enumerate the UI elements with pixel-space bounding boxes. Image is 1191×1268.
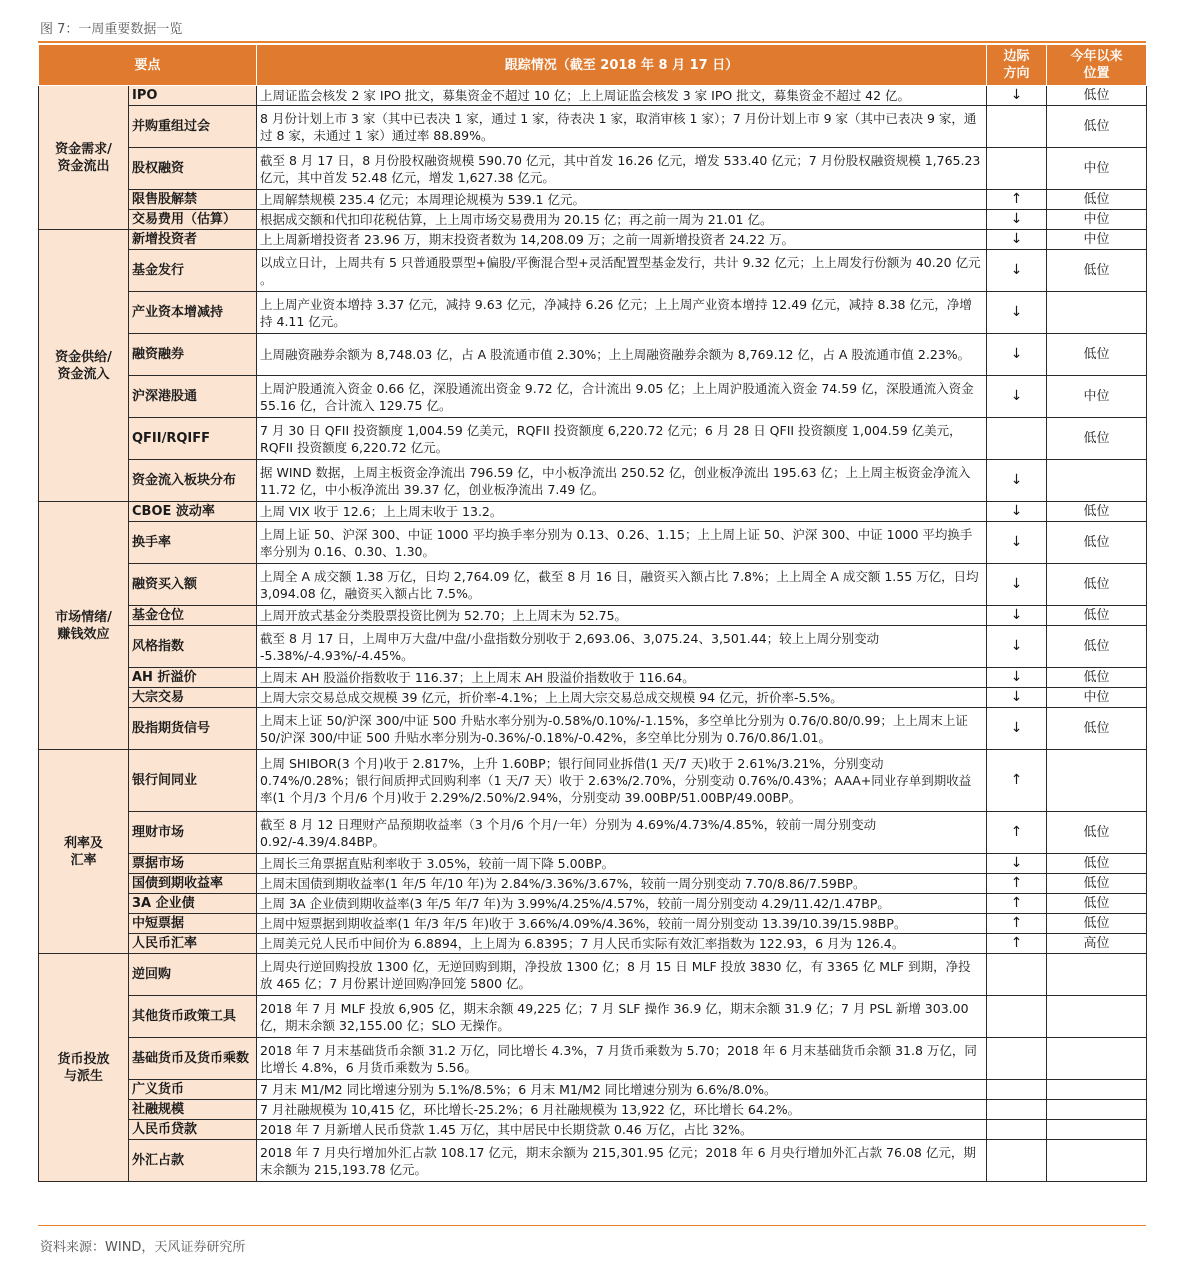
direction-cell: ↑ [987,914,1047,934]
direction-cell [987,418,1047,460]
position-cell: 中位 [1047,210,1147,230]
table-row [39,564,1147,606]
table-row [39,996,1147,1038]
category-cell [39,86,129,230]
position-cell: 低位 [1047,334,1147,376]
item-cell: 沪深港股通 [129,376,257,418]
table-row [39,292,1147,334]
table-row [39,334,1147,376]
category-cell [39,230,129,502]
description-cell: 7 月 30 日 QFII 投资额度 1,004.59 亿美元，RQFII 投资额度 6,220.72 亿元；6 月 28 日 QFII 投资额度 1,004.59 亿美元，RQFII 投资额度 6,220.72 亿元。 [257,418,987,460]
table-row [39,86,1147,106]
item-cell: 融资融券 [129,334,257,376]
description-cell: 根据成交额和代扣印花税估算，上上周市场交易费用为 20.15 亿；再之前一周为 21.01 亿。 [257,210,987,230]
direction-cell [987,1120,1047,1140]
position-cell: 低位 [1047,708,1147,750]
data-table [38,44,1147,1182]
direction-cell: ↑ [987,894,1047,914]
header-row [39,45,1147,86]
direction-cell: ↓ [987,334,1047,376]
description-cell: 上周上证 50、沪深 300、中证 1000 平均换手率分别为 0.13、0.26、1.15；上上周上证 50、沪深 300、中证 1000 平均换手率分别为 0.16、0.30、1.30。 [257,522,987,564]
direction-cell: ↑ [987,812,1047,854]
header-position-text: 今年以来位置 [1070,49,1123,81]
table-row [39,750,1147,812]
position-cell: 低位 [1047,626,1147,668]
position-cell: 低位 [1047,854,1147,874]
direction-cell [987,106,1047,148]
item-cell: 大宗交易 [129,688,257,708]
table-row [39,1120,1147,1140]
position-cell: 低位 [1047,668,1147,688]
item-cell: 逆回购 [129,954,257,996]
description-cell: 上周 SHIBOR(3 个月)收于 2.817%，上升 1.60BP；银行间同业拆借(1 天/7 天)收于 2.61%/3.21%，分别变动 0.74%/0.28%；银行间质押式回购利率（1 天/7 天）收于 2.63%/2.70%，分别变动 0.76%/0.43%；AAA+同业存单到期收益率(1 个月/3 个月/6 个月)收于 2.29%/2.50%/2.94%，分别变动 39.00BP/51.00BP/49.00BP。 [257,750,987,812]
direction-cell: ↓ [987,376,1047,418]
table-row [39,210,1147,230]
direction-cell: ↓ [987,86,1047,106]
category-label: 利率及汇率 [64,835,104,868]
description-cell: 以成立日计，上周共有 5 只普通股票型+偏股/平衡混合型+灵活配置型基金发行，共计 9.32 亿元；上上周发行份额为 40.20 亿元 。 [257,250,987,292]
description-cell: 上周美元兑人民币中间价为 6.8894，上上周为 6.8395；7 月人民币实际有效汇率指数为 122.93，6 月为 126.4。 [257,934,987,954]
item-cell: 产业资本增减持 [129,292,257,334]
item-cell: 基金仓位 [129,606,257,626]
category-cell [39,954,129,1182]
item-cell: 广义货币 [129,1080,257,1100]
position-cell: 中位 [1047,230,1147,250]
description-cell: 7 月末 M1/M2 同比增速分别为 5.1%/8.5%；6 月末 M1/M2 同比增速分别为 6.6%/8.0%。 [257,1080,987,1100]
description-cell: 上上周产业资本增持 3.37 亿元，减持 9.63 亿元，净减持 6.26 亿元；上上周产业资本增持 12.49 亿元，减持 8.38 亿元，净增持 4.11 亿元。 [257,292,987,334]
header-direction-text: 边际方向 [1003,49,1030,81]
item-cell: 3A 企业债 [129,894,257,914]
item-cell: 并购重组过会 [129,106,257,148]
description-cell: 上周末上证 50/沪深 300/中证 500 升贴水率分别为-0.58%/0.10%/-1.15%，多空单比分别为 0.76/0.80/0.99；上上周末上证 50/沪深 300/中证 500 升贴水率分别为-0.36%/-0.18%/-0.42%，多空单比分别为 0.76/0.86/1.01。 [257,708,987,750]
item-cell: CBOE 波动率 [129,502,257,522]
description-cell: 上周末国债到期收益率(1 年/5 年/10 年)为 2.84%/3.36%/3.67%，较前一周分别变动 7.70/8.86/7.59BP。 [257,874,987,894]
item-cell: AH 折溢价 [129,668,257,688]
position-cell [1047,292,1147,334]
position-cell [1047,996,1147,1038]
item-cell: 新增投资者 [129,230,257,250]
description-cell: 上上周新增投资者 23.96 万，期末投资者数为 14,208.09 万；之前一周新增投资者 24.22 万。 [257,230,987,250]
item-cell: 基础货币及货币乘数 [129,1038,257,1080]
item-cell: 股权融资 [129,148,257,190]
table-row [39,418,1147,460]
table-row [39,230,1147,250]
direction-cell: ↓ [987,854,1047,874]
item-cell: 国债到期收益率 [129,874,257,894]
position-cell: 低位 [1047,914,1147,934]
description-cell: 上周全 A 成交额 1.38 万亿，日均 2,764.09 亿，截至 8 月 16 日，融资买入额占比 7.8%；上上周全 A 成交额 1.55 万亿，日均 3,094.08 亿，融资买入额占比 7.5%。 [257,564,987,606]
table-row [39,148,1147,190]
description-cell: 上周大宗交易总成交规模 39 亿元，折价率-4.1%；上上周大宗交易总成交规模 94 亿元，折价率-5.5%。 [257,688,987,708]
item-cell: 基金发行 [129,250,257,292]
description-cell: 上周 VIX 收于 12.6；上上周末收于 13.2。 [257,502,987,522]
table-row [39,606,1147,626]
position-cell: 低位 [1047,86,1147,106]
direction-cell [987,1038,1047,1080]
item-cell: 银行间同业 [129,750,257,812]
category-label: 货币投放与派生 [57,1051,110,1084]
header-item: 要点 [39,45,257,86]
direction-cell: ↓ [987,522,1047,564]
description-cell: 2018 年 7 月新增人民币贷款 1.45 万亿，其中居民中长期贷款 0.46 万亿，占比 32%。 [257,1120,987,1140]
direction-cell [987,996,1047,1038]
item-cell: 交易费用（估算） [129,210,257,230]
table-row [39,522,1147,564]
table-row [39,460,1147,502]
description-cell: 上周开放式基金分类股票投资比例为 52.70；上上周末为 52.75。 [257,606,987,626]
direction-cell: ↓ [987,606,1047,626]
table-row [39,106,1147,148]
item-cell: 理财市场 [129,812,257,854]
position-cell: 低位 [1047,812,1147,854]
position-cell: 低位 [1047,502,1147,522]
item-cell: 融资买入额 [129,564,257,606]
item-cell: 股指期货信号 [129,708,257,750]
position-cell: 低位 [1047,564,1147,606]
item-cell: 外汇占款 [129,1140,257,1182]
description-cell: 截至 8 月 12 日理财产品预期收益率（3 个月/6 个月/一年）分别为 4.69%/4.73%/4.85%，较前一周分别变动 0.92/-4.39/4.84BP。 [257,812,987,854]
item-cell: 人民币汇率 [129,934,257,954]
description-cell: 2018 年 7 月末基础货币余额 31.2 万亿，同比增长 4.3%，7 月货币乘数为 5.70；2018 年 6 月末基础货币余额 31.8 万亿，同比增长 4.8%，6 月货币乘数为 5.56。 [257,1038,987,1080]
item-cell: 限售股解禁 [129,190,257,210]
position-cell: 低位 [1047,522,1147,564]
position-cell [1047,1080,1147,1100]
table-row [39,874,1147,894]
position-cell: 高位 [1047,934,1147,954]
position-cell [1047,1100,1147,1120]
category-cell [39,750,129,954]
table-row [39,1080,1147,1100]
category-cell [39,502,129,750]
direction-cell: ↓ [987,460,1047,502]
table-row [39,812,1147,854]
position-cell: 中位 [1047,148,1147,190]
position-cell: 低位 [1047,106,1147,148]
table-row [39,190,1147,210]
position-cell [1047,1038,1147,1080]
item-cell: 人民币贷款 [129,1120,257,1140]
table-row [39,376,1147,418]
direction-cell [987,1080,1047,1100]
direction-cell [987,954,1047,996]
description-cell: 2018 年 7 月 MLF 投放 6,905 亿，期末余额 49,225 亿；7 月 SLF 操作 36.9 亿，期末余额 31.9 亿；7 月 PSL 新增 303.00 亿，期末余额 32,155.00 亿；SLO 无操作。 [257,996,987,1038]
direction-cell: ↓ [987,668,1047,688]
description-cell: 2018 年 7 月央行增加外汇占款 108.17 亿元，期末余额为 215,301.95 亿元；2018 年 6 月央行增加外汇占款 76.08 亿元，期末余额为 215,193.78 亿元。 [257,1140,987,1182]
source-note: 资料来源：WIND，天风证券研究所 [40,1240,246,1255]
description-cell: 截至 8 月 17 日，8 月份股权融资规模 590.70 亿元，其中首发 16.26 亿元，增发 533.40 亿元；7 月份股权融资规模 1,765.23 亿元，其中首发 52.48 亿元，增发 1,627.38 亿元。 [257,148,987,190]
table-row [39,1100,1147,1120]
direction-cell [987,148,1047,190]
position-cell: 低位 [1047,606,1147,626]
item-cell: 中短票据 [129,914,257,934]
item-cell: 票据市场 [129,854,257,874]
description-cell: 截至 8 月 17 日，上周申万大盘/中盘/小盘指数分别收于 2,693.06、3,075.24、3,501.44；较上上周分别变动 -5.38%/-4.93%/-4.45%。 [257,626,987,668]
direction-cell: ↓ [987,502,1047,522]
table-row [39,708,1147,750]
bottom-rule [38,1225,1146,1226]
item-cell: 风格指数 [129,626,257,668]
table-row [39,1038,1147,1080]
description-cell: 上周证监会核发 2 家 IPO 批文，募集资金不超过 10 亿；上上周证监会核发 3 家 IPO 批文，募集资金不超过 42 亿。 [257,86,987,106]
description-cell: 上周中短票据到期收益率(1 年/3 年/5 年)收于 3.66%/4.09%/4.36%，较前一周分别变动 13.39/10.39/15.98BP。 [257,914,987,934]
position-cell [1047,1140,1147,1182]
table-row [39,914,1147,934]
position-cell: 中位 [1047,688,1147,708]
header-position [1047,45,1147,86]
position-cell: 低位 [1047,874,1147,894]
description-cell: 上周解禁规模 235.4 亿元；本周理论规模为 539.1 亿元。 [257,190,987,210]
item-cell: 换手率 [129,522,257,564]
direction-cell: ↓ [987,292,1047,334]
position-cell: 低位 [1047,190,1147,210]
description-cell: 上周 3A 企业债到期收益率(3 年/5 年/7 年)为 3.99%/4.25%/4.57%，较前一周分别变动 4.29/11.42/1.47BP。 [257,894,987,914]
direction-cell [987,1140,1047,1182]
position-cell: 低位 [1047,894,1147,914]
item-cell: 资金流入板块分布 [129,460,257,502]
table-row [39,894,1147,914]
description-cell: 7 月社融规模为 10,415 亿，环比增长-25.2%；6 月社融规模为 13,922 亿，环比增长 64.2%。 [257,1100,987,1120]
direction-cell: ↓ [987,210,1047,230]
direction-cell: ↓ [987,626,1047,668]
position-cell: 中位 [1047,376,1147,418]
direction-cell: ↓ [987,250,1047,292]
category-label: 资金需求/资金流出 [55,141,112,174]
category-label: 市场情绪/赚钱效应 [55,609,112,642]
direction-cell: ↑ [987,190,1047,210]
description-cell: 据 WIND 数据，上周主板资金净流出 796.59 亿，中小板净流出 250.52 亿，创业板净流出 195.63 亿；上上周主板资金净流入 11.72 亿，中小板净流出 39.37 亿，创业板净流出 7.49 亿。 [257,460,987,502]
description-cell: 上周融资融券余额为 8,748.03 亿，占 A 股流通市值 2.30%；上上周融资融券余额为 8,769.12 亿，占 A 股流通市值 2.23%。 [257,334,987,376]
item-cell: IPO [129,86,257,106]
description-cell: 8 月份计划上市 3 家（其中已表决 1 家，通过 1 家，待表决 1 家，取消审核 1 家）；7 月份计划上市 9 家（其中已表决 9 家，通过 8 家，未通过 1 家）通过率 88.89%。 [257,106,987,148]
position-cell [1047,954,1147,996]
item-cell: 其他货币政策工具 [129,996,257,1038]
table-row [39,954,1147,996]
table-row [39,688,1147,708]
category-label: 资金供给/资金流入 [55,349,112,382]
table-body [39,86,1147,1182]
item-cell: 社融规模 [129,1100,257,1120]
position-cell [1047,1120,1147,1140]
direction-cell [987,1100,1047,1120]
top-rule [38,41,1146,43]
table-row [39,668,1147,688]
description-cell: 上周央行逆回购投放 1300 亿，无逆回购到期，净投放 1300 亿；8 月 15 日 MLF 投放 3830 亿，有 3365 亿 MLF 到期，净投放 465 亿；7 月份累计逆回购净回笼 5800 亿。 [257,954,987,996]
description-cell: 上周长三角票据直贴利率收于 3.05%，较前一周下降 5.00BP。 [257,854,987,874]
table-row [39,854,1147,874]
direction-cell: ↓ [987,564,1047,606]
direction-cell: ↓ [987,688,1047,708]
direction-cell: ↑ [987,934,1047,954]
figure-caption: 图 7：一周重要数据一览 [40,22,183,37]
header-direction [987,45,1047,86]
direction-cell: ↓ [987,230,1047,250]
position-cell: 低位 [1047,250,1147,292]
position-cell [1047,460,1147,502]
table-row [39,1140,1147,1182]
direction-cell: ↑ [987,874,1047,894]
table-row [39,626,1147,668]
position-cell [1047,750,1147,812]
direction-cell: ↑ [987,750,1047,812]
table-row [39,502,1147,522]
direction-cell: ↓ [987,708,1047,750]
header-tracking: 跟踪情况（截至 2018 年 8 月 17 日） [257,45,987,86]
item-cell: QFII/RQIFF [129,418,257,460]
table-row [39,934,1147,954]
description-cell: 上周末 AH 股溢价指数收于 116.37；上上周末 AH 股溢价指数收于 116.64。 [257,668,987,688]
description-cell: 上周沪股通流入资金 0.66 亿，深股通流出资金 9.72 亿，合计流出 9.05 亿；上上周沪股通流入资金 74.59 亿，深股通流入资金 55.16 亿，合计流入 129.75 亿。 [257,376,987,418]
table-row [39,250,1147,292]
position-cell: 低位 [1047,418,1147,460]
